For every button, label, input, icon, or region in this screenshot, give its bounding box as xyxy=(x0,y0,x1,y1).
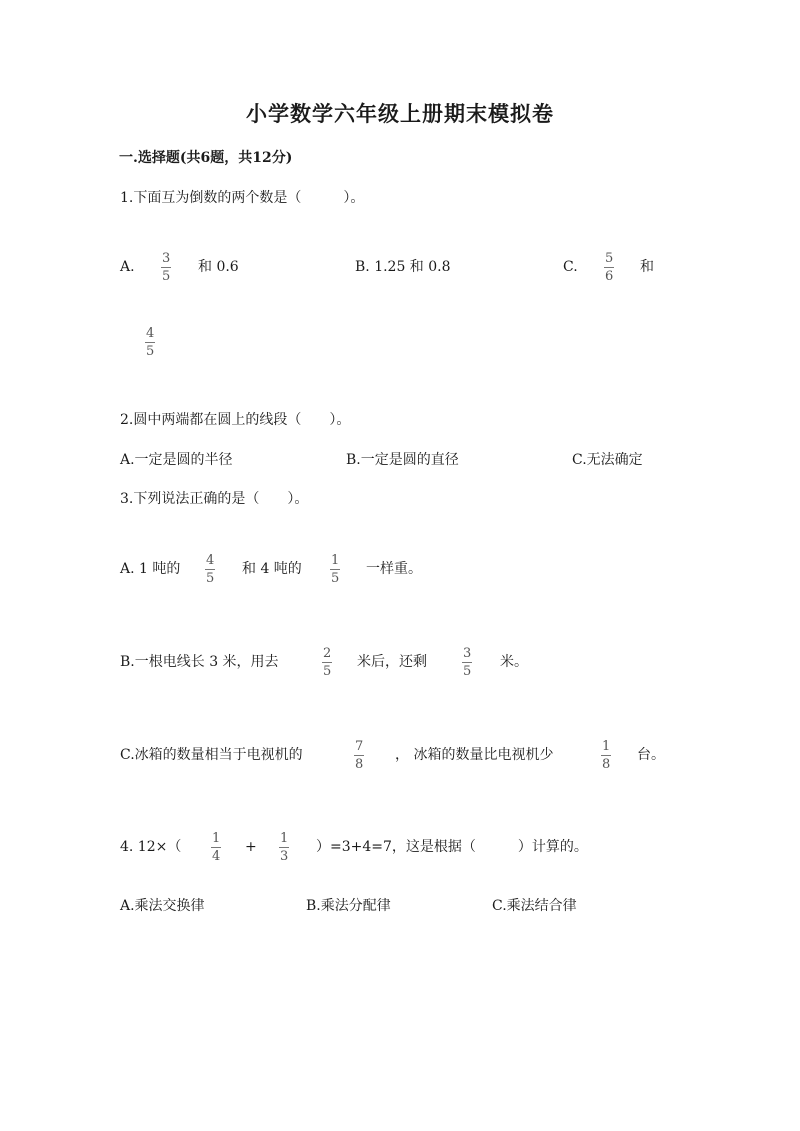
q3-option-c-fraction-1 xyxy=(354,740,364,771)
q2-option-c: C.无法确定 xyxy=(572,452,643,468)
q1-stem: 1.下面互为倒数的两个数是（ ）。 xyxy=(120,190,365,206)
section-heading: 一.选择题(共6题，共12分) xyxy=(119,150,293,166)
fraction-numerator: 1 xyxy=(331,553,340,568)
q3-option-c-pre: C.冰箱的数量相当于电视机的 xyxy=(120,747,303,763)
q4-stem-pre: 4. 12×（ xyxy=(120,839,182,855)
q3-option-b-post: 米。 xyxy=(500,654,528,670)
fraction-denominator: 5 xyxy=(146,344,155,359)
q3-option-c-fraction-2 xyxy=(601,740,611,771)
q3-option-b-mid: 米后，还剩 xyxy=(357,654,427,670)
q3-option-a-fraction-2 xyxy=(330,554,340,585)
q4-plus: + xyxy=(245,839,257,855)
q3-option-a-pre: A. 1 吨的 xyxy=(120,561,181,577)
fraction-numerator: 1 xyxy=(212,831,221,846)
fraction-denominator: 5 xyxy=(463,664,472,679)
fraction-numerator: 1 xyxy=(602,739,611,754)
fraction-denominator: 5 xyxy=(206,571,215,586)
q3-option-b-fraction-2 xyxy=(462,647,472,678)
fraction-denominator: 8 xyxy=(602,757,611,772)
q3-option-b-fraction-1 xyxy=(322,647,332,678)
q1-option-c-and: 和 xyxy=(640,259,654,275)
q4-option-a: A.乘法交换律 xyxy=(120,898,205,914)
q1-option-c-fraction-2 xyxy=(145,327,155,358)
fraction-numerator: 2 xyxy=(323,646,332,661)
fraction-denominator: 4 xyxy=(212,849,221,864)
q1-option-a-label: A. xyxy=(120,259,135,275)
q4-fraction-2 xyxy=(279,832,289,863)
q3-option-b-pre: B.一根电线长 3 米，用去 xyxy=(120,654,279,670)
q2-option-a: A.一定是圆的半径 xyxy=(120,452,233,468)
fraction-denominator: 6 xyxy=(605,269,614,284)
q3-stem: 3.下列说法正确的是（ ）。 xyxy=(120,491,309,507)
fraction-denominator: 8 xyxy=(355,757,364,772)
fraction-denominator: 5 xyxy=(331,571,340,586)
q1-option-a-fraction xyxy=(161,252,171,283)
q3-option-a-fraction-1 xyxy=(205,554,215,585)
q1-option-c-fraction-1 xyxy=(604,252,614,283)
q4-option-b: B.乘法分配律 xyxy=(306,898,391,914)
fraction-numerator: 3 xyxy=(162,251,171,266)
q3-option-a-post: 一样重。 xyxy=(366,561,422,577)
fraction-numerator: 7 xyxy=(355,739,364,754)
fraction-denominator: 3 xyxy=(280,849,289,864)
fraction-numerator: 3 xyxy=(463,646,472,661)
q3-option-c-post: 台。 xyxy=(637,747,665,763)
q2-option-b: B.一定是圆的直径 xyxy=(346,452,459,468)
page-title: 小学数学六年级上册期末模拟卷 xyxy=(246,101,554,126)
q3-option-a-mid: 和 4 吨的 xyxy=(242,561,302,577)
fraction-numerator: 1 xyxy=(280,831,289,846)
fraction-numerator: 5 xyxy=(605,251,614,266)
fraction-denominator: 5 xyxy=(323,664,332,679)
fraction-numerator: 4 xyxy=(146,326,155,341)
q3-option-c-mid: ， 冰箱的数量比电视机少 xyxy=(395,747,554,763)
fraction-numerator: 4 xyxy=(206,553,215,568)
q1-option-a-text: 和 0.6 xyxy=(198,259,239,275)
q2-stem: 2.圆中两端都在圆上的线段（ ）。 xyxy=(120,412,351,428)
q4-stem-post: ）=3+4=7，这是根据（ ）计算的。 xyxy=(316,839,588,855)
q1-option-c-label: C. xyxy=(563,259,578,275)
q4-option-c: C.乘法结合律 xyxy=(492,898,577,914)
fraction-denominator: 5 xyxy=(162,269,171,284)
q4-fraction-1 xyxy=(211,832,221,863)
q1-option-b: B. 1.25 和 0.8 xyxy=(355,259,451,275)
